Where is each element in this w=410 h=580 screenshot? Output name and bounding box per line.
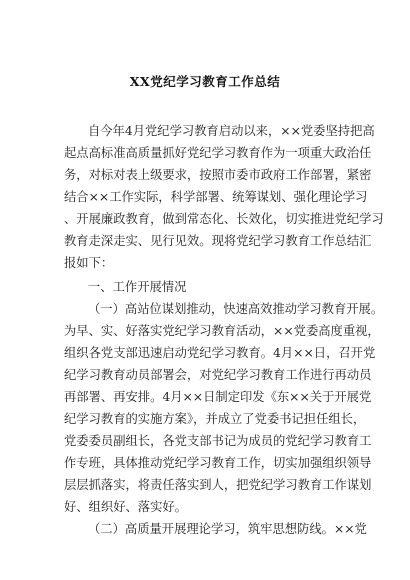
paragraph-line: 报如下：	[64, 256, 114, 270]
paragraph-line: 起点高标准高质量抓好党纪学习教育作为一项重大政治任	[64, 146, 372, 160]
paragraph-line: 结合××工作实际，科学部署、统筹谋划、强化理论学习	[64, 190, 368, 204]
paragraph-line: 好、组织好、落实好。	[64, 500, 187, 514]
subsection-heading: （二）高质量开展理论学习，筑牢思想防线。××党	[88, 522, 367, 536]
paragraph-line: 再部署、再安排。4月××日制定印发《东××关于开展党	[64, 390, 372, 404]
paragraph-line: 自今年4月党纪学习教育启动以来，××党委坚持把高	[88, 124, 375, 138]
paragraph-line: 组织各党支部迅速启动党纪学习教育。4月××日，召开党	[64, 346, 376, 360]
paragraph-line: 党委委员副组长，各党支部书记为成员的党纪学习教育工	[64, 434, 372, 448]
paragraph-line: 、开展廉政教育，做到常态化、长效化，切实推进党纪学习	[64, 212, 384, 226]
paragraph-line: 为早、实、好落实党纪学习教育活动，××党委高度重视，	[64, 324, 380, 338]
paragraph-line: 教育走深走实、见行见效。现将党纪学习教育工作总结汇	[64, 234, 372, 248]
paragraph-line: 层层抓落实，将责任落实到人，把党纪学习教育工作谋划	[64, 478, 372, 492]
subsection-heading: （一）高站位谋划推动，快速高效推动学习教育开展。	[88, 302, 384, 316]
document-title: XX党纪学习教育工作总结	[129, 74, 281, 89]
section-heading: 一、工作开展情况	[88, 280, 187, 294]
paragraph-line: 务，对标对表上级要求，按照市委市政府工作部署，紧密	[64, 168, 372, 182]
paragraph-line: 纪学习教育动员部署会，对党纪学习教育工作进行再动员	[64, 368, 372, 382]
paragraph-line: 作专班，具体推动党纪学习教育工作，切实加强组织领导	[64, 456, 372, 470]
paragraph-line: 纪学习教育的实施方案》，并成立了党委书记担任组长，	[64, 412, 366, 426]
